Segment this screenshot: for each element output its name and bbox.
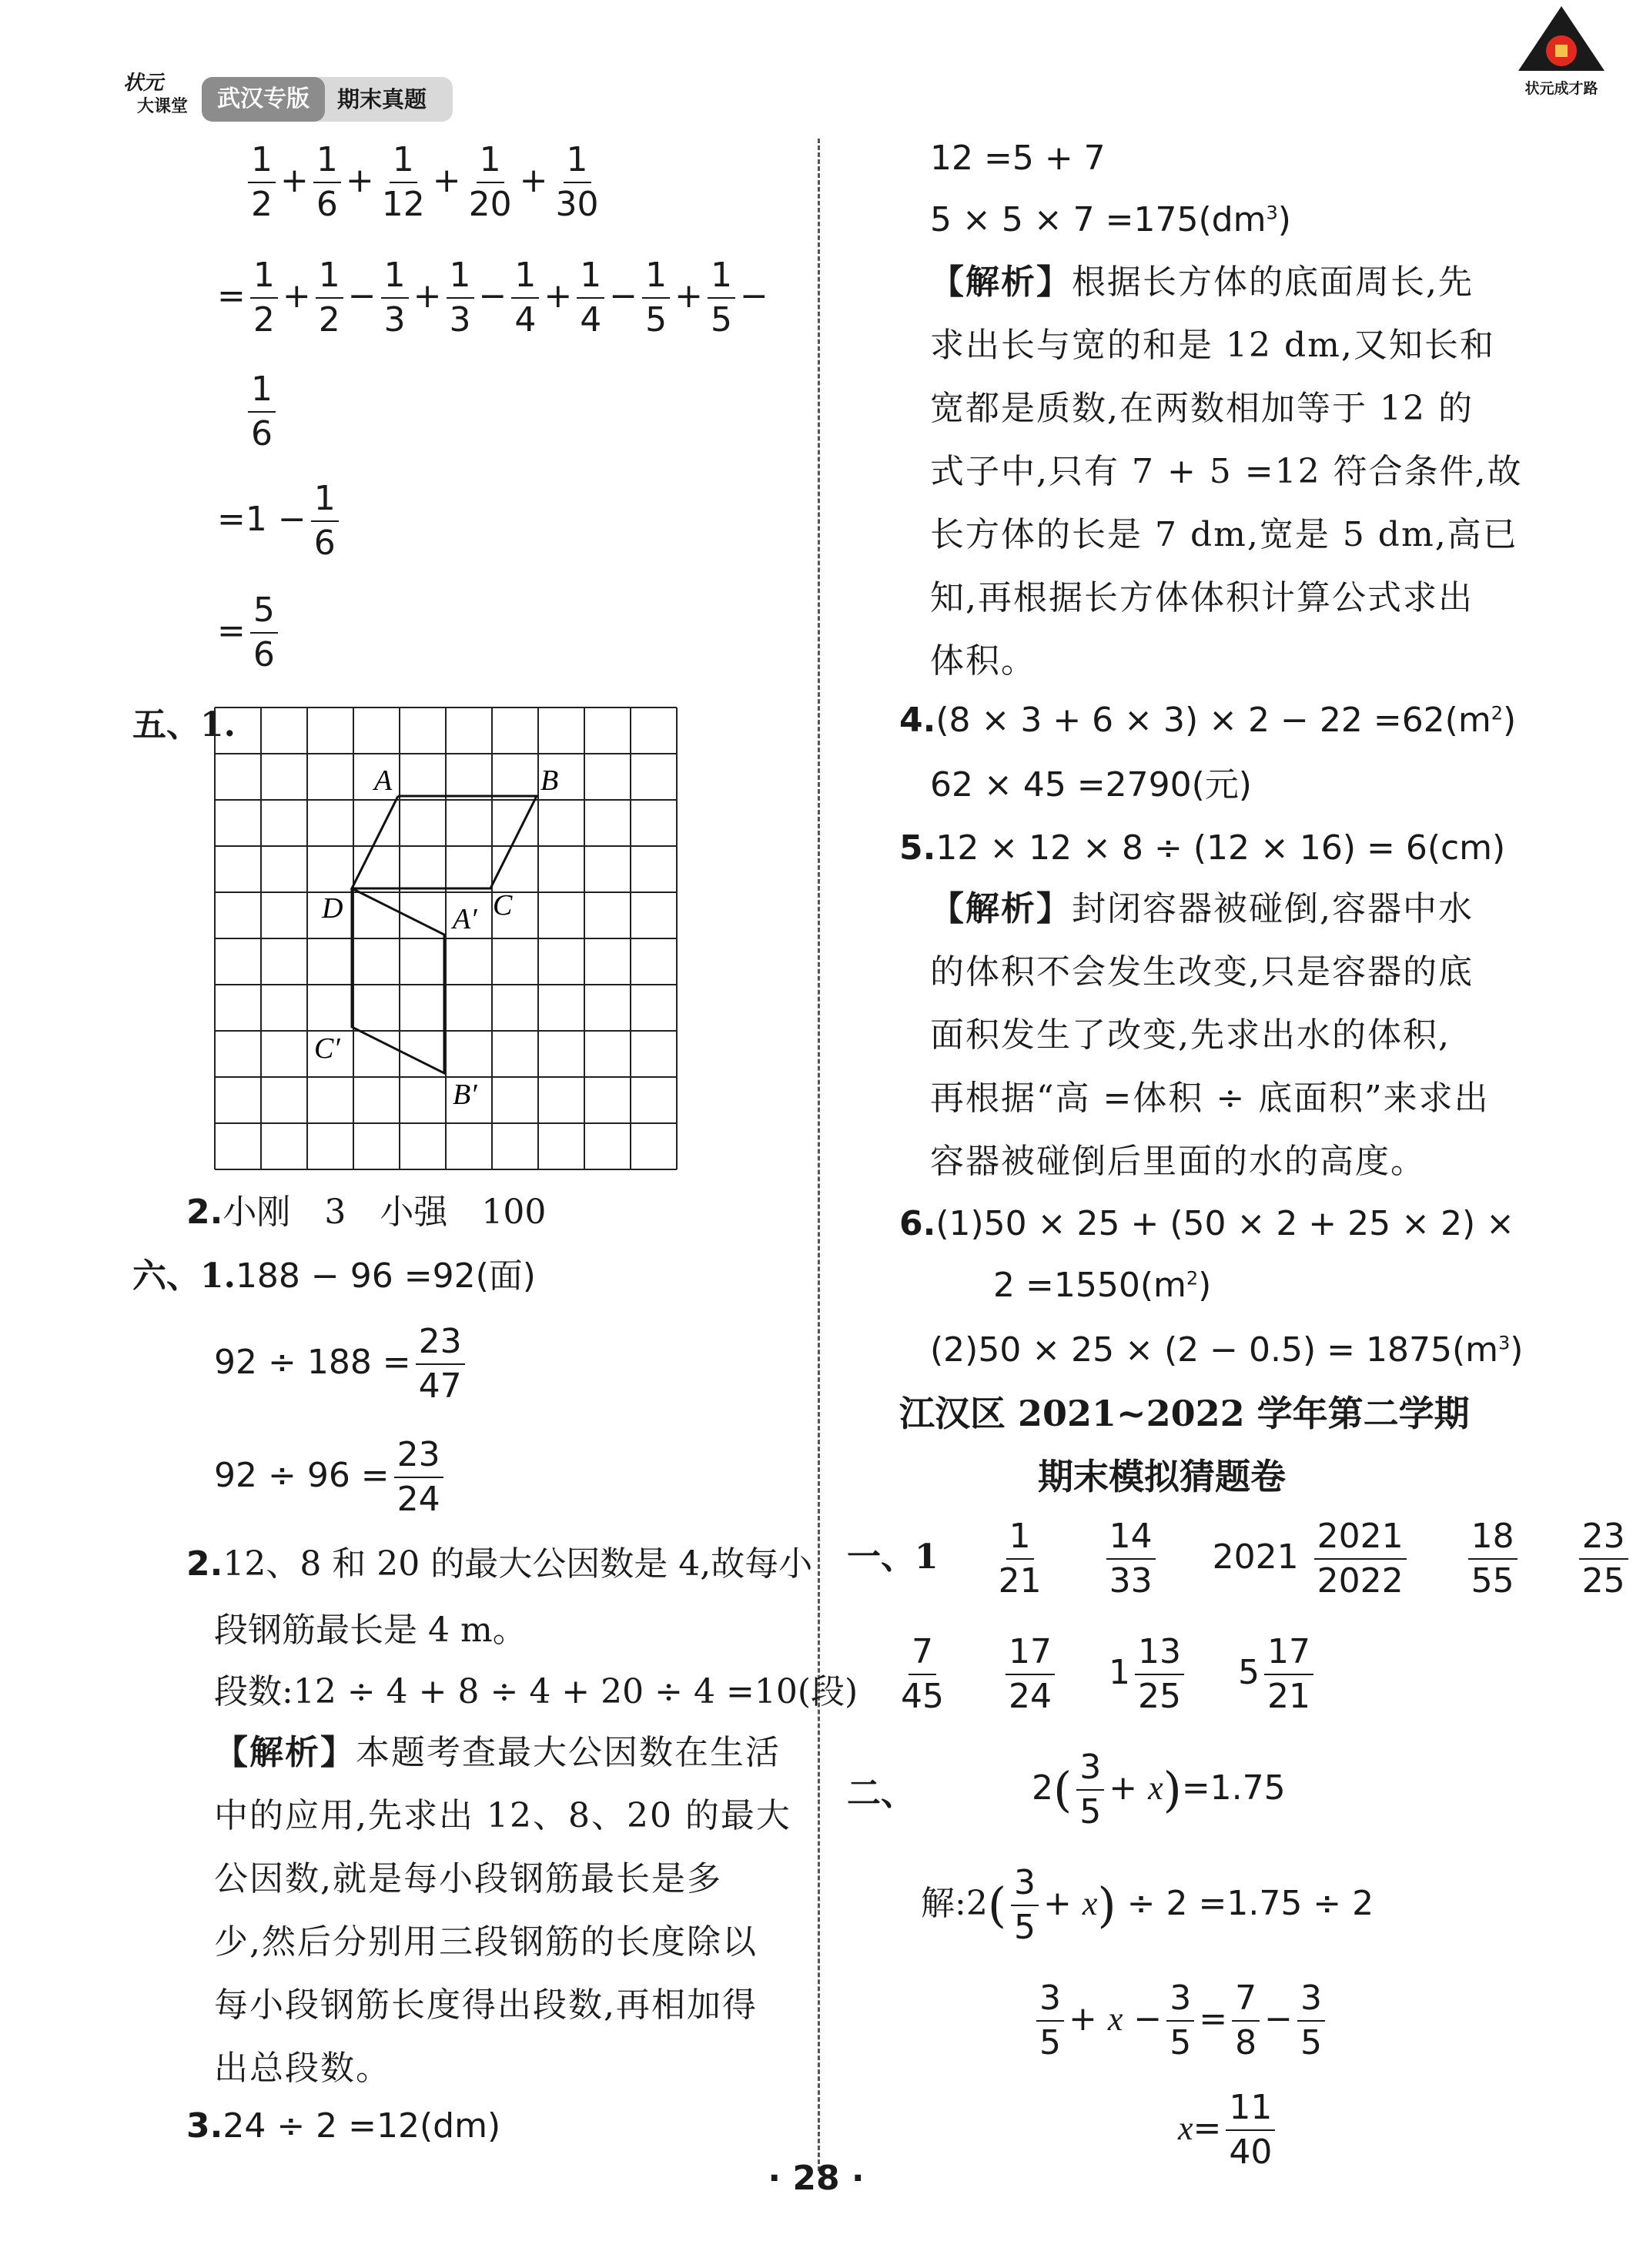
frac-den: 25 bbox=[1138, 1677, 1181, 1716]
s6-1-eq: 188 − 96 =92(面) bbox=[235, 1256, 536, 1296]
frac-den: 5 bbox=[1170, 2023, 1192, 2062]
rhs: =1.75 bbox=[1181, 1768, 1286, 1808]
analysis-line: 容器被碰倒后里面的水的高度。 bbox=[930, 1142, 1426, 1181]
s6-3 bbox=[186, 2103, 500, 2149]
item-number: 3. bbox=[186, 2106, 223, 2146]
var-x: x bbox=[1082, 1885, 1098, 1922]
frac-den: 24 bbox=[397, 1480, 440, 1519]
superscript: 2 bbox=[1186, 1267, 1199, 1290]
step2-den: 6 bbox=[313, 524, 336, 563]
fraction: $\frac{1}{20}$ bbox=[468, 140, 512, 224]
item-number: 2. bbox=[186, 1544, 223, 1584]
s6-2-text: 12、8 和 20 的最大公因数是 4,故每小 bbox=[223, 1544, 813, 1584]
analysis-line: 少,然后分别用三段钢筋的长度除以 bbox=[214, 1922, 758, 1962]
p2-eq: 2( $\frac{3}{5}$ + x)=1.75 bbox=[1032, 1746, 1286, 1834]
analysis-line: 再根据“高 =体积 ÷ 底面积”来求出 bbox=[930, 1079, 1490, 1118]
frac-num: 23 bbox=[1579, 1515, 1628, 1560]
frac-den: 47 bbox=[418, 1366, 462, 1406]
frac-den: 21 bbox=[1267, 1677, 1310, 1716]
label-D: D bbox=[322, 892, 343, 925]
superscript: 2 bbox=[1491, 702, 1503, 724]
s6-2-line3: 段数:12 ÷ 4 + 8 ÷ 4 + 20 ÷ 4 =10(段) bbox=[214, 1672, 858, 1711]
equals-sign: = bbox=[217, 276, 246, 316]
q6-line3 bbox=[930, 1327, 1523, 1373]
analysis-line: 的体积不会发生改变,只是容器的底 bbox=[930, 952, 1474, 992]
p2d-eq bbox=[1178, 2086, 1280, 2174]
grid-figure bbox=[214, 707, 678, 1170]
expand-line: = $\frac{1}{2}$ + $\frac{1}{2}$ − $\frac{1}{3}$ + $\frac{1}{3}$ − $\frac{1}{4}$ + $\frac{1}{4}$ − $\frac{1}{5}$ + $\frac{1}{5}$ − bbox=[217, 256, 768, 340]
analysis-line: 体积。 bbox=[930, 641, 1036, 681]
step3-prefix: = bbox=[217, 611, 246, 651]
frac-num: 17 bbox=[1006, 1631, 1055, 1675]
label-A: A bbox=[374, 764, 393, 797]
step2-num: 1 bbox=[311, 477, 339, 522]
p1-line1 bbox=[847, 1515, 1633, 1603]
q4 bbox=[899, 697, 1516, 744]
analysis-line: 式子中,只有 7 + 5 =12 符合条件,故 bbox=[930, 452, 1523, 491]
analysis-line: 长方体的长是 7 dm,宽是 5 dm,高已 bbox=[930, 515, 1518, 554]
q4b: 62 × 45 =2790(元) bbox=[930, 765, 1252, 805]
close-paren: ) bbox=[1198, 1266, 1212, 1305]
frac-num: 3 bbox=[1011, 1862, 1039, 1906]
analysis-tag: 【解析】 bbox=[930, 889, 1072, 928]
op: + bbox=[1109, 1768, 1138, 1808]
section5-label: 五、1. bbox=[132, 705, 236, 744]
analysis-line: 公因数,就是每小段钢筋最长是多 bbox=[214, 1859, 722, 1898]
r-line2 bbox=[930, 197, 1291, 243]
s6-2-analysis bbox=[214, 1721, 791, 2100]
frac-den: 45 bbox=[901, 1677, 944, 1716]
label-B-prime: B′ bbox=[453, 1079, 477, 1111]
s5-2-text: 小刚 3 小强 100 bbox=[223, 1193, 547, 1232]
p2b-eq: 解:2( $\frac{3}{5}$ + x) ÷ 2 =1.75 ÷ 2 bbox=[921, 1862, 1374, 1949]
logo-top-text: 状元 bbox=[123, 72, 164, 95]
frac-den: 5 bbox=[1039, 2023, 1061, 2062]
var-x: x bbox=[1107, 2000, 1123, 2038]
shape-original bbox=[352, 796, 537, 888]
analysis-line: 宽都是质数,在两数相加等于 12 的 bbox=[930, 389, 1474, 428]
analysis-line: 本题考查最大公因数在生活 bbox=[356, 1733, 781, 1772]
part2-label: 二、 bbox=[847, 1774, 915, 1813]
header-bar bbox=[202, 77, 453, 122]
item-number: 5. bbox=[899, 828, 936, 868]
p1-line2 bbox=[893, 1631, 1318, 1718]
frac-den: 40 bbox=[1229, 2133, 1273, 2172]
close-paren: ) bbox=[1502, 701, 1517, 740]
var-x: x bbox=[1178, 2109, 1193, 2147]
step3-den: 6 bbox=[253, 635, 275, 674]
solve-prefix: 解:2 bbox=[921, 1884, 988, 1923]
label-B: B bbox=[540, 764, 559, 797]
logo-bottom-text: 大课堂 bbox=[137, 96, 189, 116]
shape-rotated bbox=[352, 888, 444, 1073]
header-logo bbox=[123, 71, 197, 132]
item-number: 6. bbox=[899, 1204, 936, 1243]
exam-title-line2: 期末模拟猜题卷 bbox=[1038, 1456, 1286, 1497]
superscript: 3 bbox=[1266, 202, 1278, 224]
equals-sign: = bbox=[1193, 2109, 1222, 2148]
analysis-line: 根据长方体的底面周长,先 bbox=[1072, 263, 1474, 302]
section6-label: 六、1. bbox=[132, 1256, 236, 1296]
fraction: $\frac{1}{2}$ bbox=[248, 139, 276, 226]
rhs: ÷ 2 =1.75 ÷ 2 bbox=[1126, 1884, 1374, 1923]
frac-num: 3 bbox=[1076, 1746, 1104, 1791]
s6-2-line2: 段钢筋最长是 4 m。 bbox=[214, 1611, 527, 1650]
page-number: · 28 · bbox=[768, 2159, 865, 2198]
part1-label: 一、1 bbox=[847, 1537, 939, 1577]
mixed-whole: 5 bbox=[1238, 1653, 1260, 1692]
header-badge: 武汉专版 bbox=[202, 77, 325, 122]
column-divider bbox=[818, 139, 820, 2171]
brand-logo bbox=[1515, 5, 1608, 105]
analysis-line: 知,再根据长方体体积计算公式求出 bbox=[930, 578, 1474, 617]
analysis-line: 每小段钢筋长度得出段数,再相加得 bbox=[214, 1985, 758, 2025]
item-number: 4. bbox=[899, 701, 936, 740]
mixed-whole: 1 bbox=[1109, 1653, 1130, 1692]
step2 bbox=[217, 477, 343, 565]
step2-prefix: =1 − bbox=[217, 500, 306, 539]
frac-num: 7 bbox=[909, 1631, 936, 1675]
frac-sum-line: $\frac{1}{2}$ + $\frac{1}{6}$ + $\frac{1}{12}$ + $\frac{1}{20}$ + $\frac{1}{30}$ bbox=[243, 139, 607, 226]
label-C-prime: C′ bbox=[314, 1032, 340, 1065]
frac-num: 2021 bbox=[1314, 1515, 1407, 1560]
label-C: C bbox=[493, 889, 513, 922]
frac-num: 3 bbox=[1166, 1977, 1194, 2022]
step3-num: 5 bbox=[250, 589, 278, 634]
s6-1b-left: 92 ÷ 188 = bbox=[214, 1343, 411, 1382]
q5-text: 12 × 12 × 8 ÷ (12 × 16) = 6(cm) bbox=[935, 828, 1506, 868]
q6-text: 2 =1550(m bbox=[993, 1266, 1186, 1305]
item-number: 2. bbox=[186, 1193, 223, 1232]
var-x: x bbox=[1148, 1769, 1163, 1807]
frac-num: 23 bbox=[394, 1433, 443, 1478]
frac-num: 14 bbox=[1106, 1515, 1156, 1560]
op: + bbox=[1043, 1884, 1072, 1923]
frac-num: 1 bbox=[1006, 1515, 1034, 1560]
frac-den: 33 bbox=[1109, 1561, 1153, 1601]
q4-text: (8 × 3 + 6 × 3) × 2 − 22 =62(m bbox=[935, 701, 1491, 740]
r-analysis1 bbox=[930, 251, 1523, 693]
s5-2 bbox=[186, 1189, 546, 1236]
analysis-tag: 【解析】 bbox=[214, 1733, 356, 1772]
s6-3-text: 24 ÷ 2 =12(dm) bbox=[223, 2106, 501, 2146]
close-paren: ) bbox=[1277, 200, 1291, 239]
q6-line1 bbox=[899, 1201, 1514, 1247]
frac-num: 18 bbox=[1468, 1515, 1518, 1560]
frac-num: 17 bbox=[1264, 1631, 1313, 1675]
frac-num: 23 bbox=[416, 1320, 465, 1365]
brand-triangle-icon bbox=[1515, 5, 1608, 74]
p2c-eq: $\frac{3}{5}$ + x − $\frac{3}{5}$ = $\frac{7}{8}$ − $\frac{3}{5}$ bbox=[1032, 1977, 1330, 2065]
fraction: $\frac{1}{6}$ bbox=[313, 139, 341, 226]
p1-whole: 2021 bbox=[1212, 1537, 1299, 1577]
q6-line2 bbox=[993, 1263, 1211, 1309]
frac-den: 5 bbox=[1079, 1792, 1102, 1831]
s6-2-line1 bbox=[186, 1541, 812, 1587]
brand-name: 状元成才路 bbox=[1524, 80, 1598, 97]
analysis-tag: 【解析】 bbox=[930, 263, 1072, 302]
s6-1c bbox=[214, 1433, 448, 1521]
q6-text: (2)50 × 25 × (2 − 0.5) = 1875(m bbox=[930, 1330, 1498, 1370]
frac-den: 2022 bbox=[1317, 1561, 1404, 1601]
frac-den: 5 bbox=[1014, 1908, 1036, 1947]
r-analysis2 bbox=[930, 878, 1490, 1193]
exam-title-line1: 江汉区 2021~2022 学年第二学期 bbox=[899, 1393, 1470, 1434]
header-subtitle: 期末真题 bbox=[337, 86, 427, 112]
step3 bbox=[217, 589, 283, 677]
frac-den: 24 bbox=[1009, 1677, 1052, 1716]
fraction: $\frac{1}{30}$ bbox=[555, 140, 599, 224]
s6-1c-left: 92 ÷ 96 = bbox=[214, 1456, 390, 1495]
analysis-line: 求出长与宽的和是 12 dm,又知长和 bbox=[930, 326, 1495, 365]
coef: 2 bbox=[1032, 1768, 1053, 1808]
analysis-line: 封闭容器被碰倒,容器中水 bbox=[1072, 889, 1474, 928]
close-paren: ) bbox=[1510, 1330, 1524, 1370]
frac-den: 25 bbox=[1581, 1561, 1625, 1601]
label-A-prime: A′ bbox=[453, 903, 477, 935]
r-line2-text: 5 × 5 × 7 =175(dm bbox=[930, 200, 1267, 239]
analysis-line: 中的应用,先求出 12、8、20 的最大 bbox=[214, 1796, 791, 1835]
frac-num: 11 bbox=[1226, 2086, 1275, 2131]
frac-den: 55 bbox=[1471, 1561, 1514, 1601]
analysis-line: 出总段数。 bbox=[214, 2049, 391, 2088]
q6-text: (1)50 × 25 + (50 × 2 + 25 × 2) × bbox=[935, 1204, 1514, 1243]
s6-1 bbox=[132, 1253, 536, 1300]
frac-num: 13 bbox=[1135, 1631, 1184, 1675]
superscript: 3 bbox=[1497, 1332, 1511, 1354]
fraction: $\frac{1}{12}$ bbox=[381, 140, 425, 224]
s6-1b bbox=[214, 1320, 470, 1408]
frac-num: 7 bbox=[1232, 1977, 1260, 2022]
frac-num: 3 bbox=[1036, 1977, 1064, 2022]
expand-last: $\frac{1}{6}$ bbox=[243, 368, 280, 456]
frac-den: 21 bbox=[998, 1561, 1042, 1601]
r-line1: 12 =5 + 7 bbox=[930, 139, 1106, 178]
q5 bbox=[899, 825, 1505, 871]
frac-num: 3 bbox=[1297, 1977, 1325, 2022]
frac-den: 8 bbox=[1235, 2023, 1257, 2062]
frac-den: 5 bbox=[1300, 2023, 1322, 2062]
analysis-line: 面积发生了改变,先求出水的体积, bbox=[930, 1015, 1451, 1055]
